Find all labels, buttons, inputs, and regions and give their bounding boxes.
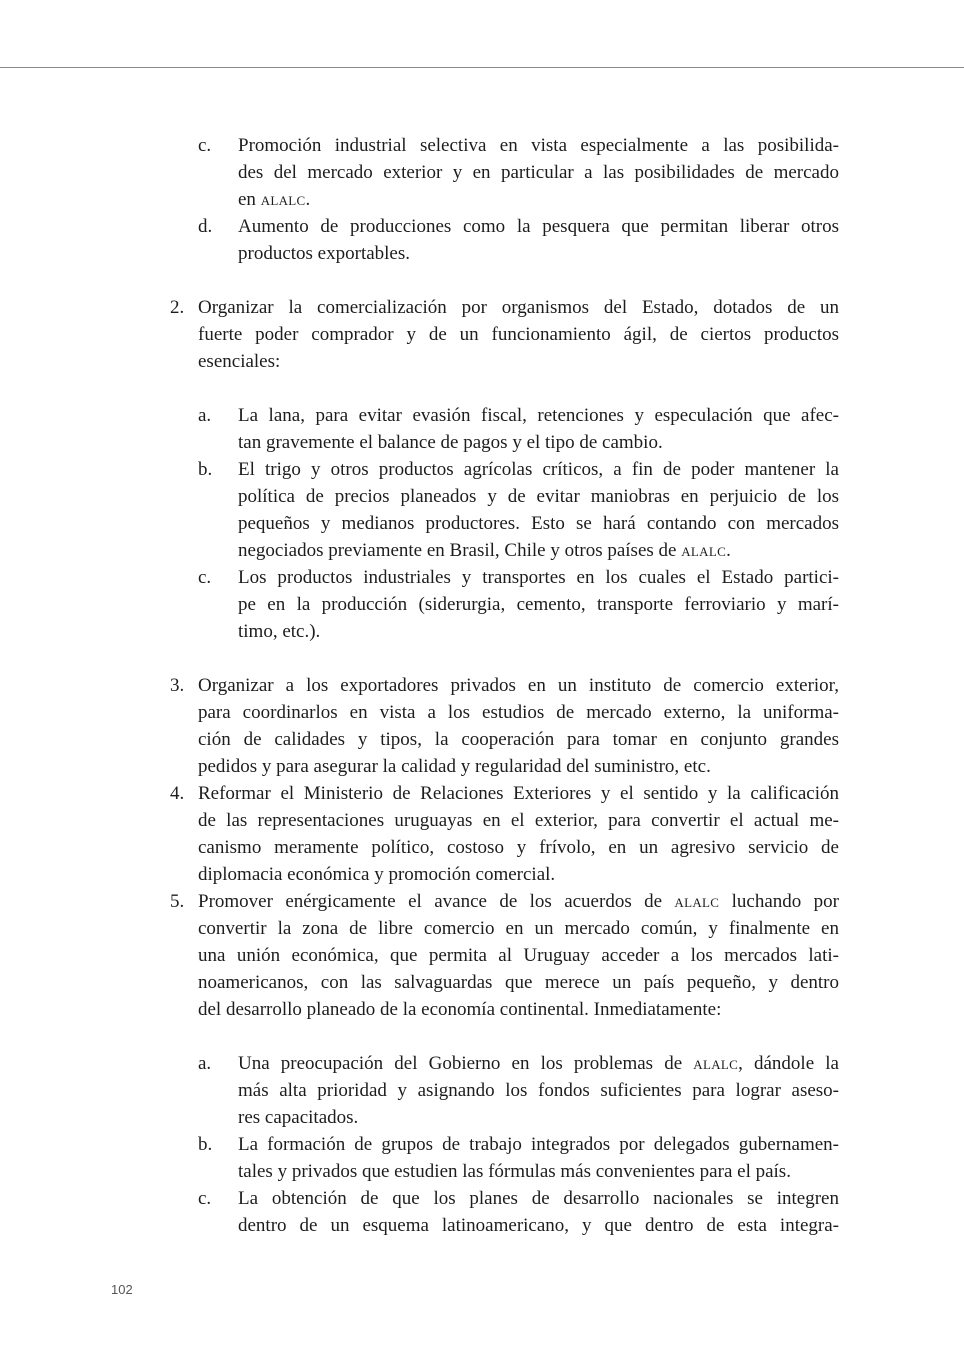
acronym: alalc: [260, 189, 306, 210]
text-line: política de precios planeados y de evitar maniobras en perjuicio de los: [238, 486, 839, 507]
text-line: fuerte poder comprador y de un funcionamiento ágil, de ciertos productos: [198, 324, 839, 345]
text-line: La formación de grupos de trabajo integrados por delegados gubernamen-: [238, 1134, 839, 1155]
text-line: diplomacia económica y promoción comercial.: [198, 864, 556, 885]
acronym: alalc: [693, 1053, 739, 1074]
text-run: luchando por: [719, 891, 839, 912]
text-line: del desarrollo planeado de la economía continental. Inmediatamente:: [198, 999, 722, 1020]
text-line: más alta prioridad y asignando los fondos suficientes para lograr aseso-: [238, 1080, 839, 1101]
text-line: esenciales:: [198, 351, 281, 372]
text-line: de las representaciones uruguayas en el exterior, para convertir el actual me-: [198, 810, 839, 831]
text-line: Promoción industrial selectiva en vista especialmente a las posibilida-: [238, 135, 839, 156]
text-line: tales y privados que estudien las fórmulas más convenientes para el país.: [238, 1161, 791, 1182]
text-line: Organizar la comercialización por organismos del Estado, dotados de un: [198, 297, 839, 318]
list-marker: c.: [198, 567, 212, 588]
text-run: , dándole la: [738, 1053, 839, 1074]
text-line: [198, 888, 839, 915]
text-run: Una preocupación del Gobierno en los problemas de: [238, 1053, 694, 1074]
list-marker: c.: [198, 135, 212, 156]
text-run: Promover enérgicamente el avance de los acuerdos de: [198, 891, 675, 912]
text-line: Los productos industriales y transportes en los cuales el Estado partici-: [238, 567, 839, 588]
text-line: convertir la zona de libre comercio en un mercado común, y finalmente en: [198, 918, 839, 939]
text-run: .: [305, 189, 311, 210]
text-line: para coordinarlos en vista a los estudios de mercado externo, la uniforma-: [198, 702, 839, 723]
text-line: pequeños y medianos productores. Esto se hará contando con mercados: [238, 513, 839, 534]
text-run: .: [726, 540, 731, 561]
acronym: alalc: [681, 540, 727, 561]
text-line: timo, etc.).: [238, 621, 321, 642]
list-marker: a.: [198, 405, 212, 426]
page-number: 102: [111, 1282, 133, 1297]
text-line: La obtención de que los planes de desarrollo nacionales se integren: [238, 1188, 839, 1209]
text-line: des del mercado exterior y en particular a las posibilidades de mercado: [238, 162, 839, 183]
list-marker: 5.: [170, 891, 185, 912]
text-line: una unión económica, que permita al Uruguay acceder a los mercados lati-: [198, 945, 839, 966]
text-line: ción de calidades y tipos, la cooperación para tomar en conjunto grandes: [198, 729, 839, 750]
text-line: pe en la producción (siderurgia, cemento, transporte ferroviario y marí-: [238, 594, 839, 615]
list-marker: c.: [198, 1188, 212, 1209]
text-line: Aumento de producciones como la pesquera que permitan liberar otros: [238, 216, 839, 237]
list-marker: a.: [198, 1053, 212, 1074]
list-marker: b.: [198, 1134, 213, 1155]
text-line: [238, 537, 731, 564]
text-line: [238, 186, 310, 213]
list-marker: 3.: [170, 675, 185, 696]
text-line: noamericanos, con las salvaguardas que merece un país pequeño, y dentro: [198, 972, 839, 993]
text-run: negociados previamente en Brasil, Chile y otros países de: [238, 540, 682, 561]
text-line: [238, 1050, 839, 1077]
list-marker: b.: [198, 459, 213, 480]
text-line: La lana, para evitar evasión fiscal, retenciones y especulación que afec-: [238, 405, 839, 426]
text-line: pedidos y para asegurar la calidad y regularidad del suministro, etc.: [198, 756, 711, 777]
text-line: tan gravemente el balance de pagos y el tipo de cambio.: [238, 432, 663, 453]
header-rule: [0, 67, 964, 68]
text-line: productos exportables.: [238, 243, 411, 264]
text-run: en: [238, 189, 261, 210]
text-line: Organizar a los exportadores privados en un instituto de comercio exterior,: [198, 675, 839, 696]
list-marker: 2.: [170, 297, 185, 318]
list-marker: 4.: [170, 783, 185, 804]
acronym: alalc: [674, 891, 720, 912]
list-marker: d.: [198, 216, 213, 237]
text-line: res capacitados.: [238, 1107, 359, 1128]
text-line: canismo meramente político, costoso y frívolo, en un agresivo servicio de: [198, 837, 839, 858]
text-line: Reformar el Ministerio de Relaciones Exteriores y el sentido y la calificación: [198, 783, 839, 804]
text-line: El trigo y otros productos agrícolas críticos, a fin de poder mantener la: [238, 459, 839, 480]
text-line: dentro de un esquema latinoamericano, y que dentro de esta integra-: [238, 1215, 839, 1236]
